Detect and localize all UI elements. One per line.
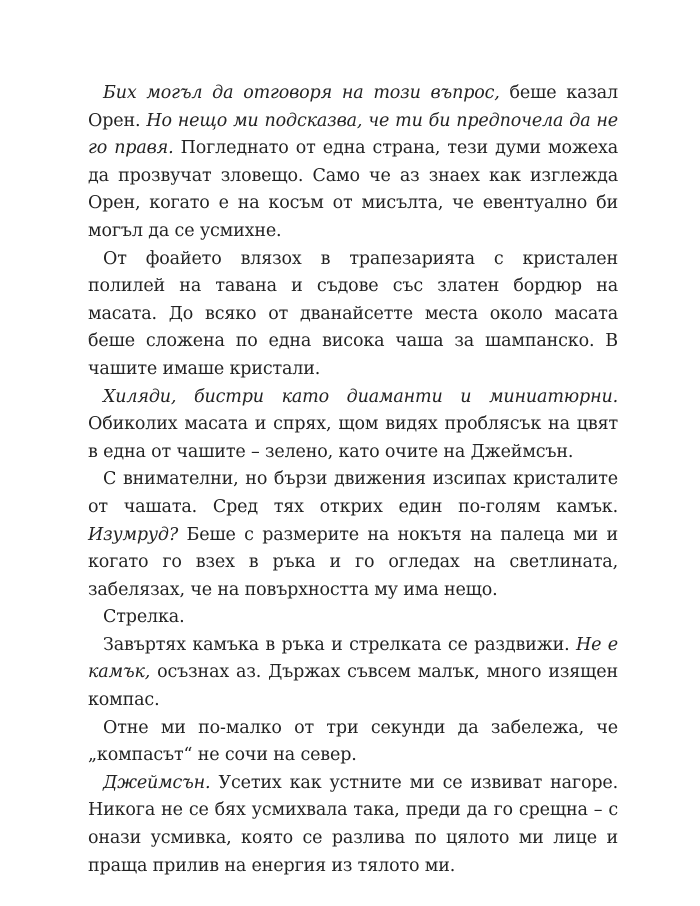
paragraph-6 — [88, 632, 618, 715]
paragraph-4 — [88, 466, 618, 604]
italic-text: Хиляди, бистри като диаманти и миниатюрни. — [103, 386, 618, 407]
body-text: От фоайето влязох в трапезарията с кристален полилей на тавана и съдове със златен бордюр на масата. До всяко от дванайсетте места около масата беше сложена по една висока чаша за шампанско. В чашите имаше кристали. — [88, 248, 618, 379]
body-text: Завъртях камъка в ръка и стрелката се раздвижи. — [103, 634, 577, 655]
italic-text: Но нещо ми подсказва, че ти би предпочела да не го правя. — [88, 110, 619, 159]
italic-text: Не е камък, — [88, 634, 619, 683]
book-page — [88, 80, 618, 880]
paragraph-8 — [88, 770, 618, 880]
body-text: Отне ми по-малко от три секунди да забележа, че „компасът“ не сочи на север. — [88, 717, 618, 766]
body-text: Усетих как устните ми се извиват нагоре. Никога не се бях усмихвала така, преди да го срещна – с онази усмивка, която се разлива по цялото ми лице и праща прилив на енергия из тялото ми. — [88, 772, 618, 876]
paragraph-3 — [88, 384, 618, 467]
italic-text: Бих могъл да отговоря на този въпрос, — [103, 83, 500, 103]
body-text: С внимателни, но бързи движения изсипах кристалите от чашата. Сред тях открих един по-голям камък. — [88, 469, 618, 517]
body-text: Стрелка. — [103, 607, 185, 628]
italic-text: Джеймсън. — [103, 772, 211, 793]
body-text: осъзнах аз. Държах съвсем малък, много изящен компас. — [88, 662, 618, 711]
body-text: Погледнато от една страна, тези думи можеха да прозвучат зловещо. Само че аз знаех как изглежда Орен, когато е на косъм от мисълта, че евентуално би могъл да се усмихне. — [88, 138, 618, 241]
body-text: Беше с размерите на нокътя на палеца ми и когато го взех в ръка и го огледах на светлината, забелязах, че на повърхността му има нещо. — [88, 524, 618, 600]
italic-text: Изумруд? — [88, 524, 179, 545]
paragraph-1 — [88, 80, 618, 246]
paragraph-5 — [88, 604, 618, 632]
paragraph-7 — [88, 715, 618, 770]
body-text: беше казал Орен. — [88, 83, 618, 131]
body-text: Обиколих масата и спрях, щом видях проблясък на цвят в една от чашите – зелено, като очите на Джеймсън. — [88, 414, 618, 462]
paragraph-2 — [88, 246, 618, 384]
